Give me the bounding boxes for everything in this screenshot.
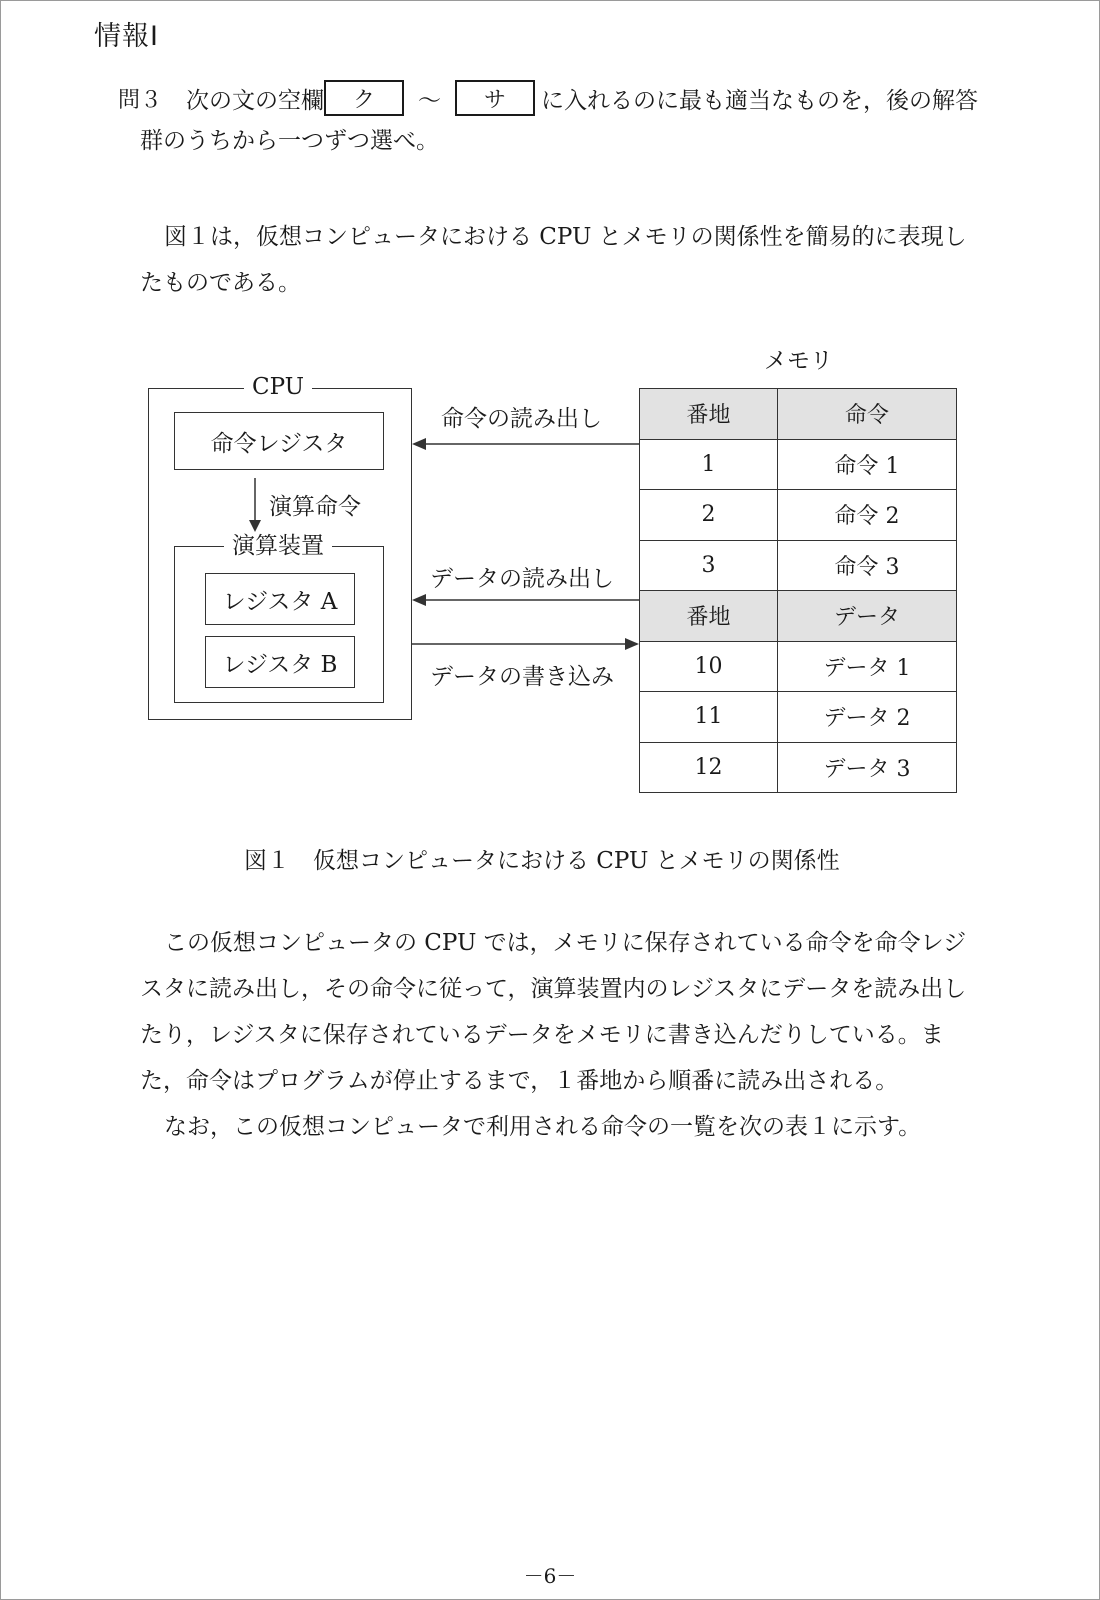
tilde: 〜: [418, 87, 442, 114]
page-number: －6－: [523, 1564, 577, 1588]
table-row: [640, 692, 957, 743]
operation-command-label: 演算命令: [269, 494, 361, 520]
question-text-pre: 次の文の空欄: [186, 87, 325, 114]
operation-arrow: [240, 478, 270, 534]
instruction-cell: 命令 2: [778, 490, 957, 541]
table-row: [640, 439, 957, 490]
address-cell: 2: [640, 490, 778, 541]
subject-header: 情報Ⅰ: [94, 21, 159, 52]
memory-table: [639, 388, 957, 793]
question-line-2: 群のうちから一つずつ選べ。: [140, 128, 439, 154]
register-a-box: [205, 573, 355, 625]
read-instruction-label: 命令の読み出し: [441, 406, 602, 432]
table-row: [640, 641, 957, 692]
alu-label: 演算装置: [224, 535, 332, 558]
table-row: [640, 540, 957, 591]
read-data-arrowhead: [412, 594, 426, 606]
instruction-cell: 命令 1: [778, 439, 957, 490]
data-header-row: [640, 591, 957, 642]
body-line-5: なお，この仮想コンピュータで利用される命令の一覧を次の表１に示す。: [164, 1114, 922, 1140]
data-cell: データ 1: [778, 641, 957, 692]
blank-ku: ク: [324, 80, 404, 116]
cpu-label: CPU: [244, 376, 312, 399]
header-address: 番地: [640, 389, 778, 440]
read-data-label: データの読み出し: [430, 566, 614, 592]
header-address: 番地: [640, 591, 778, 642]
register-a-label: レジスタ A: [222, 588, 338, 615]
body-line-4: た，命令はプログラムが停止するまで，１番地から順番に読み出される。: [140, 1068, 899, 1094]
header-data: データ: [778, 591, 957, 642]
data-cell: データ 2: [778, 692, 957, 743]
instruction-register-label: 命令レジスタ: [210, 430, 348, 457]
read-instruction-arrowhead: [412, 438, 426, 450]
intro-line-1: 図１は，仮想コンピュータにおける CPU とメモリの関係性を簡易的に表現し: [164, 224, 967, 250]
address-cell: 3: [640, 540, 778, 591]
question-text-post: に入れるのに最も適当なものを，後の解答: [541, 87, 979, 114]
question-line-1: [118, 78, 978, 118]
address-cell: 1: [640, 439, 778, 490]
intro-line-2: たものである。: [140, 270, 301, 296]
body-line-3: たり，レジスタに保存されているデータをメモリに書き込んだりしている。ま: [140, 1022, 944, 1048]
write-data-arrowhead: [625, 638, 639, 650]
body-line-1: この仮想コンピュータの CPU では，メモリに保存されている命令を命令レジ: [164, 930, 967, 956]
data-cell: データ 3: [778, 742, 957, 793]
address-cell: 12: [640, 742, 778, 793]
address-cell: 10: [640, 641, 778, 692]
question-number: 問３: [118, 87, 163, 113]
instruction-header-row: [640, 389, 957, 440]
table-row: [640, 742, 957, 793]
memory-label: メモリ: [764, 348, 833, 374]
register-b-box: [205, 636, 355, 688]
data-arrows: [412, 436, 640, 656]
body-line-2: スタに読み出し，その命令に従って，演算装置内のレジスタにデータを読み出し: [140, 976, 967, 1002]
table-row: [640, 490, 957, 541]
instruction-cell: 命令 3: [778, 540, 957, 591]
blank-sa: サ: [455, 80, 535, 116]
register-b-label: レジスタ B: [222, 651, 338, 678]
write-data-label: データの書き込み: [430, 664, 614, 690]
instruction-register-box: [174, 412, 384, 470]
figure-caption: 図１ 仮想コンピュータにおける CPU とメモリの関係性: [244, 848, 840, 874]
header-instruction: 命令: [778, 389, 957, 440]
address-cell: 11: [640, 692, 778, 743]
